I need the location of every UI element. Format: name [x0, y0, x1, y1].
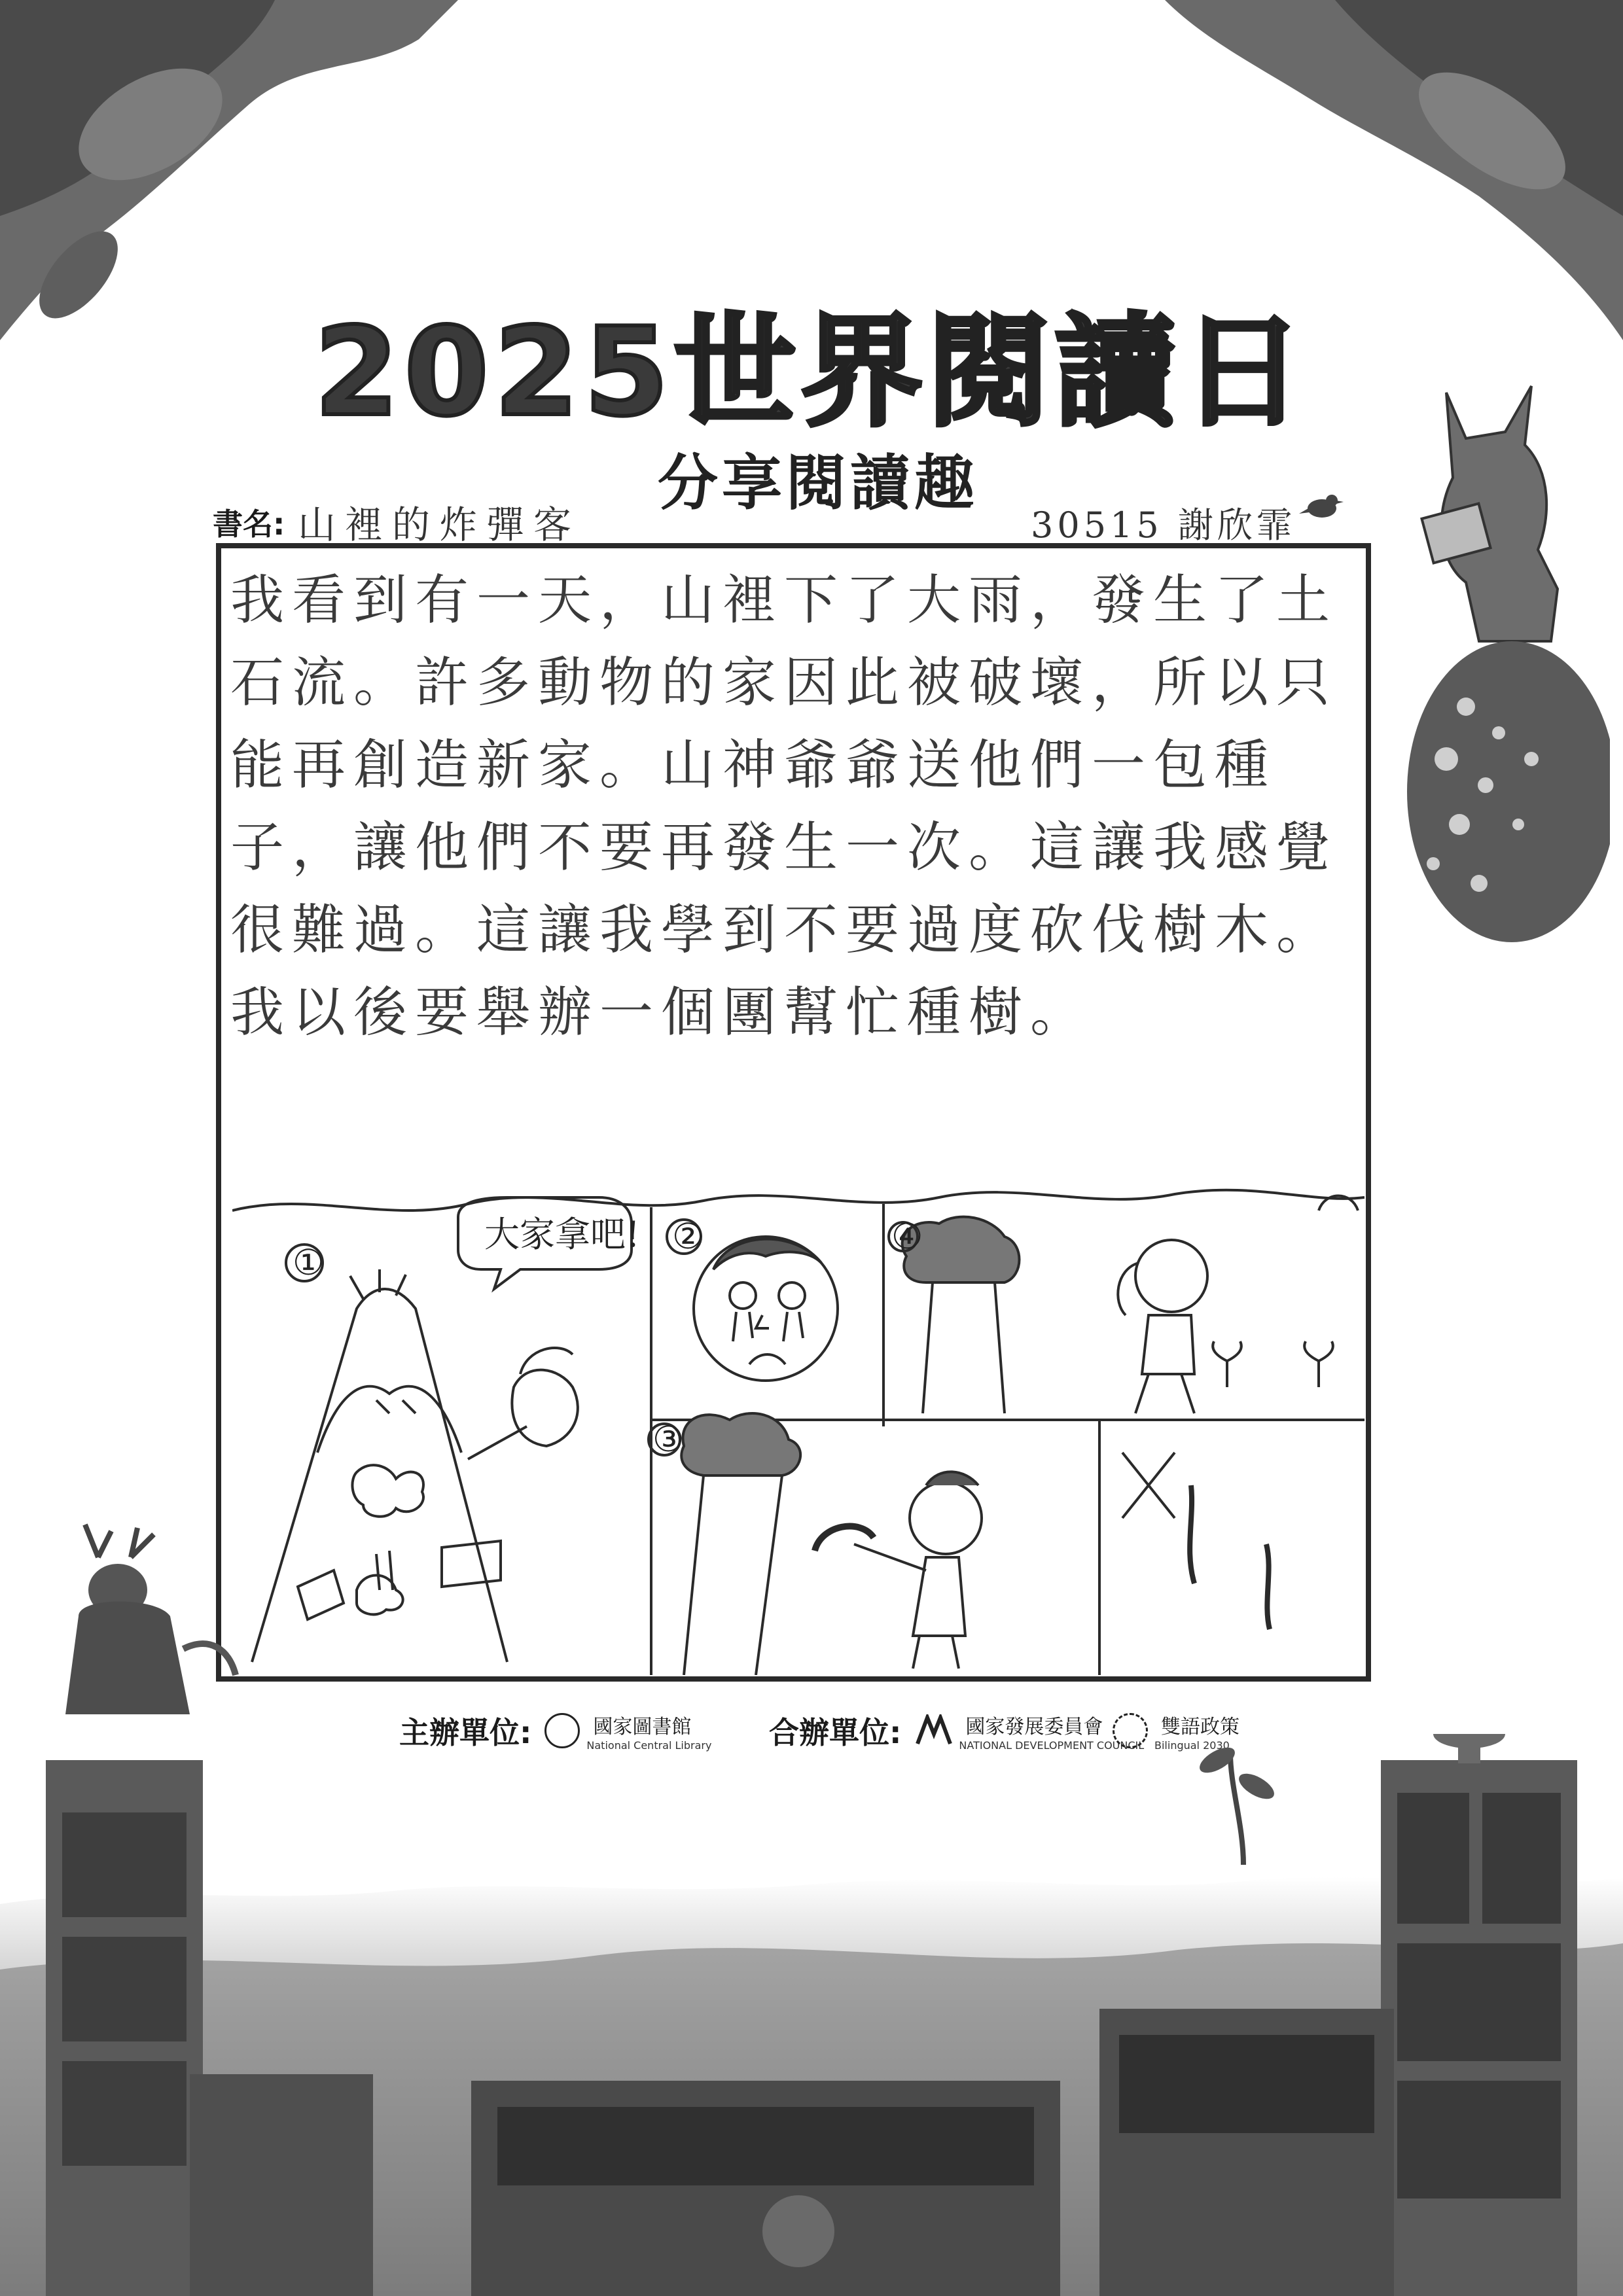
- speech-bubble-text: 大家拿吧!: [484, 1214, 640, 1255]
- co-organizer-name: 國家發展委員會: [965, 1715, 1103, 1739]
- organizer-name: 國家圖書館: [593, 1715, 692, 1739]
- fox-on-egg-illustration: [1387, 366, 1610, 942]
- panel-number-3: ③: [652, 1419, 685, 1460]
- panel-number-2: ②: [672, 1216, 704, 1257]
- comic-strip-drawing: [232, 1178, 1364, 1675]
- bookshelf-landscape-illustration: [0, 1734, 1623, 2296]
- page-title: 2025世界閱讀日: [314, 301, 1309, 443]
- co-organizer-english-name: NATIONAL DEVELOPMENT COUNCIL: [959, 1739, 1145, 1752]
- book-title-value: 山裡的炸彈客: [298, 503, 581, 547]
- deer-illustration: [39, 1518, 249, 1754]
- panel-number-1: ①: [293, 1242, 325, 1283]
- co-organizer-label: 合辦單位:: [769, 1715, 902, 1750]
- essay-text: 我看到有一天，山裡下了大雨，發生了土石流。許多動物的家因此被破壞，所以只能再創造新家。山神爺爺送他們一包種子，讓他們不要再發生一次。這讓我感覺很難過。這讓我學到不要過度砍伐樹木。我以後要舉辦一個團幫忙種樹。: [230, 569, 1338, 1044]
- organizer-label: 主辦單位:: [399, 1715, 532, 1750]
- book-title-label: 書名:: [213, 506, 285, 542]
- organizer-english-name: National Central Library: [586, 1739, 712, 1752]
- panel-number-4: ④: [891, 1216, 923, 1257]
- partner-name: 雙語政策: [1161, 1715, 1240, 1739]
- bird-icon: [1299, 487, 1345, 527]
- partner-english-name: Bilingual 2030: [1154, 1739, 1230, 1752]
- page-subtitle: 分享閱讀趣: [657, 448, 978, 518]
- student-id-name: 30515 謝欣霏: [1031, 504, 1296, 546]
